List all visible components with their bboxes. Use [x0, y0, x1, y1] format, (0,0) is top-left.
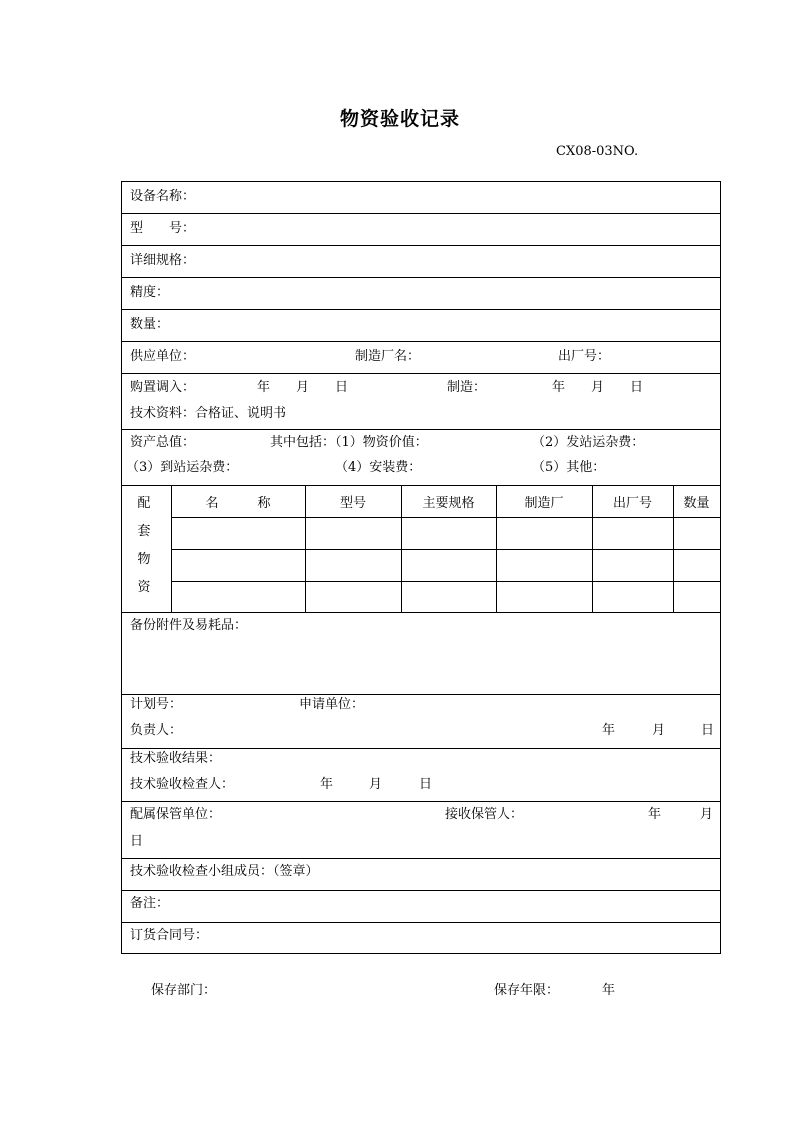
footer-period-label: 保存年限： — [494, 983, 560, 998]
plan-date-month: 月 — [652, 723, 666, 738]
row-plan — [122, 695, 720, 749]
col-header-model: 型号 — [339, 496, 366, 511]
accessories-side-label — [134, 496, 154, 608]
remarks-label: 备注： — [130, 896, 170, 911]
row-precision — [122, 278, 720, 310]
storage-date-year: 年 — [648, 807, 662, 822]
row-spec — [122, 246, 720, 278]
precision-label: 精度： — [130, 285, 170, 300]
serial-label: 出厂号： — [558, 349, 611, 364]
row-remarks — [122, 891, 720, 923]
row-group-members — [122, 859, 720, 891]
supplier-label: 供应单位： — [130, 349, 196, 364]
row-divider — [171, 549, 720, 550]
footer-dept-label: 保存部门： — [151, 983, 217, 998]
keeper-label: 接收保管人： — [445, 807, 524, 822]
asset-total-label: 资产总值： — [130, 435, 196, 450]
spec-label: 详细规格： — [130, 253, 196, 268]
row-spare-parts — [122, 613, 720, 695]
plan-date-day: 日 — [701, 723, 715, 738]
tech-result-label: 技术验收结果： — [130, 751, 222, 766]
freight-send-label: （2）发站运杂费： — [532, 435, 645, 450]
storage-date-day: 日 — [130, 834, 144, 849]
row-purchase — [122, 374, 720, 430]
model-label: 型 号： — [130, 221, 196, 236]
form-code: CX08-03NO. — [556, 144, 639, 159]
row-device-name — [122, 182, 720, 214]
col-header-serial: 出厂号 — [612, 496, 652, 511]
tech-docs-label: 技术资料：合格证、说明书 — [130, 406, 287, 421]
row-supplier — [122, 342, 720, 374]
made-date: 年 月 日 — [552, 380, 644, 395]
responsible-label: 负责人： — [130, 723, 183, 738]
side-char: 套 — [137, 524, 151, 539]
made-label: 制造： — [447, 380, 487, 395]
storage-date-month: 月 — [700, 807, 714, 822]
col-header-name: 名 称 — [205, 496, 271, 511]
col-header-quantity: 数量 — [683, 496, 710, 511]
tech-date-day: 日 — [419, 777, 433, 792]
row-tech-accept — [122, 749, 720, 802]
row-contract-no — [122, 923, 720, 953]
col-header-spec: 主要规格 — [422, 496, 475, 511]
other-label: （5）其他： — [532, 460, 606, 475]
device-name-label: 设备名称： — [130, 189, 196, 204]
plan-date-year: 年 — [602, 723, 616, 738]
footer-year-label: 年 — [602, 983, 616, 998]
row-asset-value — [122, 430, 720, 486]
row-divider — [171, 517, 720, 518]
row-quantity — [122, 310, 720, 342]
install-fee-label: （4）安装费： — [335, 460, 422, 475]
freight-arrive-label: （3）到站运杂费： — [126, 460, 239, 475]
side-char: 物 — [137, 552, 151, 567]
side-char: 配 — [137, 496, 151, 511]
purchase-label: 购置调入： — [130, 380, 196, 395]
storage-unit-label: 配属保管单位： — [130, 807, 222, 822]
row-model — [122, 214, 720, 246]
tech-date-month: 月 — [369, 777, 383, 792]
purchase-date: 年 月 日 — [257, 380, 349, 395]
spare-parts-label: 备份附件及易耗品： — [130, 618, 248, 633]
accessories-table — [122, 486, 720, 613]
page-title: 物资验收记录 — [339, 108, 460, 130]
inspection-form — [121, 181, 721, 954]
tech-date-year: 年 — [320, 777, 334, 792]
group-members-label: 技术验收检查小组成员：（签章） — [130, 864, 319, 879]
row-storage — [122, 802, 720, 859]
row-divider — [171, 581, 720, 582]
col-header-manufacturer: 制造厂 — [524, 496, 564, 511]
plan-no-label: 计划号： — [130, 697, 183, 712]
applicant-label: 申请单位： — [299, 697, 365, 712]
tech-inspector-label: 技术验收检查人： — [130, 777, 235, 792]
side-char: 资 — [137, 580, 151, 595]
quantity-label: 数量： — [130, 317, 170, 332]
manufacturer-label: 制造厂名： — [355, 349, 421, 364]
including-label: 其中包括：（1）物资价值： — [270, 435, 428, 450]
contract-no-label: 订货合同号： — [130, 928, 209, 943]
